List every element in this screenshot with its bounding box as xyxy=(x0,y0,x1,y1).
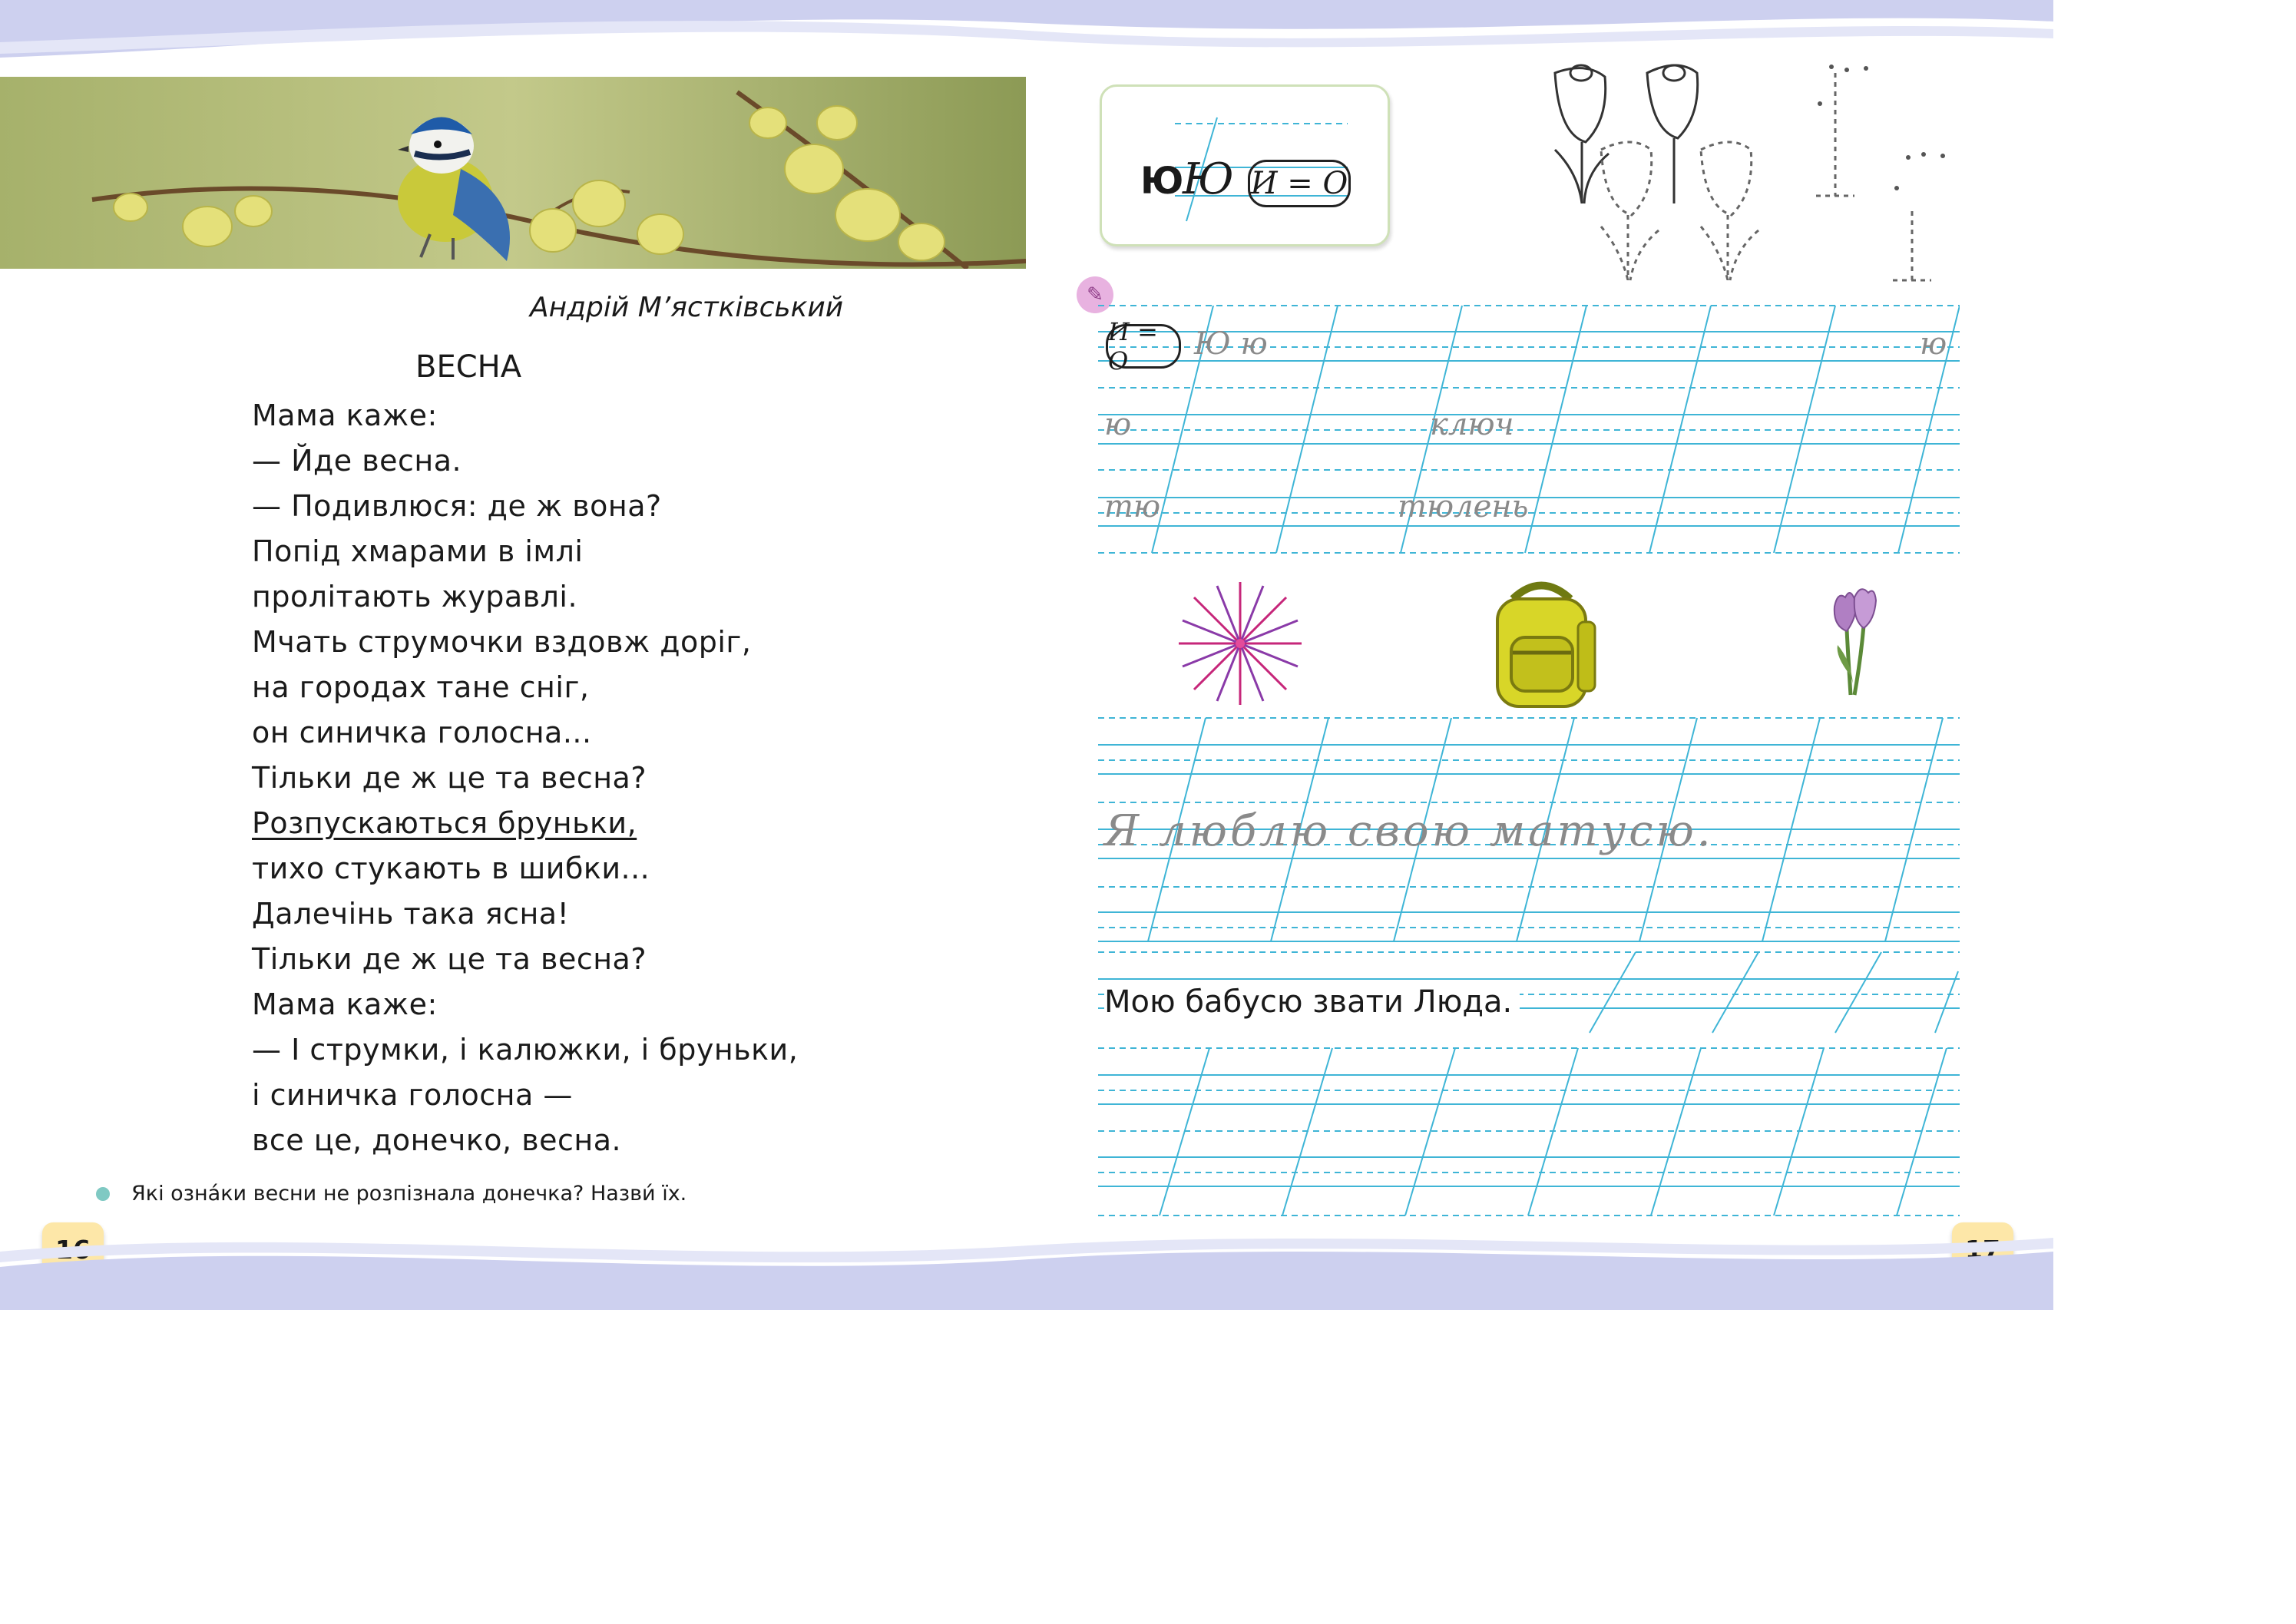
row1-letters: Ю ю xyxy=(1194,326,1268,362)
poem-line: Мама каже: xyxy=(252,399,438,432)
fireworks-picture xyxy=(1171,574,1309,713)
poem-line: тихо стукають в шибки... xyxy=(252,852,650,885)
poem-line: Попід хмарами в імлі xyxy=(252,534,584,568)
row2-word: ключ xyxy=(1430,407,1514,442)
syllable-marked-text: Розпускаються бруньки, xyxy=(252,806,637,840)
bullet-dot-icon xyxy=(96,1187,110,1201)
letter-formula: И = О xyxy=(1248,160,1351,207)
poem-line-syllable-underlined xyxy=(252,801,798,846)
poem-line: он синичка голосна... xyxy=(252,716,592,749)
printed-sentence: Мою бабусю звати Люда. xyxy=(1104,984,1520,1020)
poem-line: — І струмки, і калюжки, і бруньки, xyxy=(252,1033,799,1067)
poem-line: — Йде весна. xyxy=(252,444,462,478)
poem-title: ВЕСНА xyxy=(415,349,522,385)
blue-tit-on-willow-illustration xyxy=(0,77,1026,269)
poem-line: все це, донечко, весна. xyxy=(252,1123,622,1157)
poem-line: Тільки де ж це та весна? xyxy=(252,942,647,976)
poem-line: і синичка голосна — xyxy=(252,1078,573,1112)
poem-line: на городах тане сніг, xyxy=(252,670,590,704)
poem-line: пролітають журавлі. xyxy=(252,580,578,614)
poem-line: Мчать струмочки вздовж доріг, xyxy=(252,625,752,659)
row3-syllable: тю xyxy=(1104,489,1161,524)
bottom-wave-decoration xyxy=(0,1221,2053,1310)
poem-body xyxy=(252,393,798,1163)
row-formula: И = О xyxy=(1106,324,1181,369)
letter-yu-script: Ю xyxy=(1183,154,1234,204)
poem-author: Андрій М’ястківський xyxy=(530,292,844,323)
poem-line: Тільки де ж це та весна? xyxy=(252,761,647,795)
pencil-icon: ✎ xyxy=(1077,276,1113,313)
poem-line: Мама каже: xyxy=(252,987,438,1021)
poem-line: — Подивлюся: де ж вона? xyxy=(252,489,662,523)
row1-end-letter: ю xyxy=(1920,326,1947,362)
row3-word: тюлень xyxy=(1398,489,1529,524)
backpack-picture xyxy=(1482,576,1601,710)
poem-line: Далечінь така ясна! xyxy=(252,897,570,931)
letter-yu-print: Ю xyxy=(1140,160,1184,203)
question-text: Які озна́ки весни не розпізнала донечка? Назви́ їх. xyxy=(131,1182,687,1206)
row2-syllable: ю xyxy=(1104,407,1132,442)
letter-yu-card xyxy=(1100,84,1390,246)
tulip-tracing-illustration xyxy=(1524,58,1970,292)
comprehension-question xyxy=(96,1182,686,1206)
tracing-phrase: Я люблю свою матусю. xyxy=(1104,806,1714,856)
tulips-picture xyxy=(1824,584,1885,699)
